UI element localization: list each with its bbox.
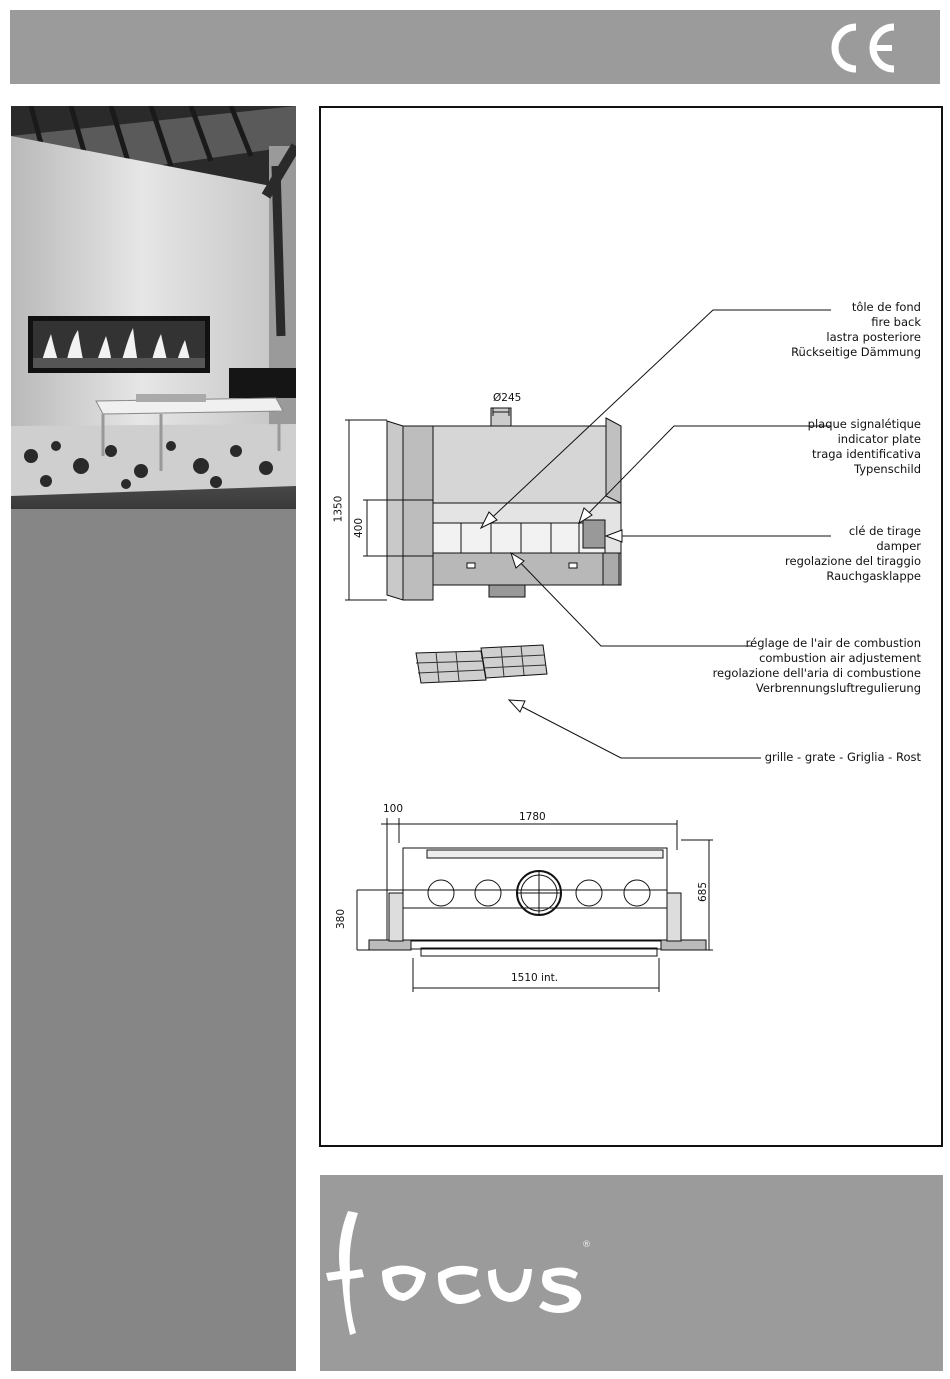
callout-line: regolazione dell'aria di combustione xyxy=(712,666,921,680)
callout-line: Verbrennungsluftregulierung xyxy=(755,681,921,695)
callout-line: clé de tirage xyxy=(848,524,921,538)
callout-line: Rauchgasklappe xyxy=(826,569,921,583)
callout-damper xyxy=(785,524,921,584)
callout-line: plaque signalétique xyxy=(807,417,921,431)
side-label: 380 xyxy=(335,908,348,930)
technical-drawing xyxy=(321,108,941,1145)
callout-line: regolazione del tiraggio xyxy=(785,554,921,568)
fireplace-interior-photo xyxy=(11,106,296,509)
callout-grate xyxy=(765,750,921,765)
callout-fire-back xyxy=(791,300,921,360)
registered-mark: ® xyxy=(582,1240,591,1250)
footer-bar xyxy=(320,1175,943,1371)
callout-line: tôle de fond xyxy=(851,300,921,314)
technical-drawing-frame xyxy=(319,106,943,1147)
offset-label: 100 xyxy=(383,803,404,815)
callout-line: indicator plate xyxy=(837,432,921,446)
callout-line: Typenschild xyxy=(854,462,921,476)
ce-mark-icon xyxy=(822,19,902,77)
inner-width-label: 1510 int. xyxy=(511,972,559,984)
callout-line: lastra posteriore xyxy=(826,330,921,344)
height-label: 1350 xyxy=(332,495,345,523)
callout-line: damper xyxy=(876,539,921,553)
callout-line: combustion air adjustement xyxy=(759,651,921,665)
fireplace-photo-illustration xyxy=(11,106,296,509)
callout-line: Rückseitige Dämmung xyxy=(791,345,921,359)
callout-line: traga identificativa xyxy=(811,447,921,461)
opening-height-label: 400 xyxy=(353,517,366,539)
width-label: 1780 xyxy=(519,811,546,823)
callout-line: grille - grate - Griglia - Rost xyxy=(764,750,921,764)
callout-indicator-plate xyxy=(808,417,921,477)
depth-label: 685 xyxy=(697,881,710,903)
callout-combustion-air xyxy=(713,636,921,696)
header-bar xyxy=(10,10,940,84)
flue-diameter-label: Ø245 xyxy=(493,392,522,404)
sidebar xyxy=(11,106,296,1371)
callout-line: fire back xyxy=(871,315,921,329)
callout-line: réglage de l'air de combustion xyxy=(745,636,921,650)
focus-logo xyxy=(320,1201,610,1341)
